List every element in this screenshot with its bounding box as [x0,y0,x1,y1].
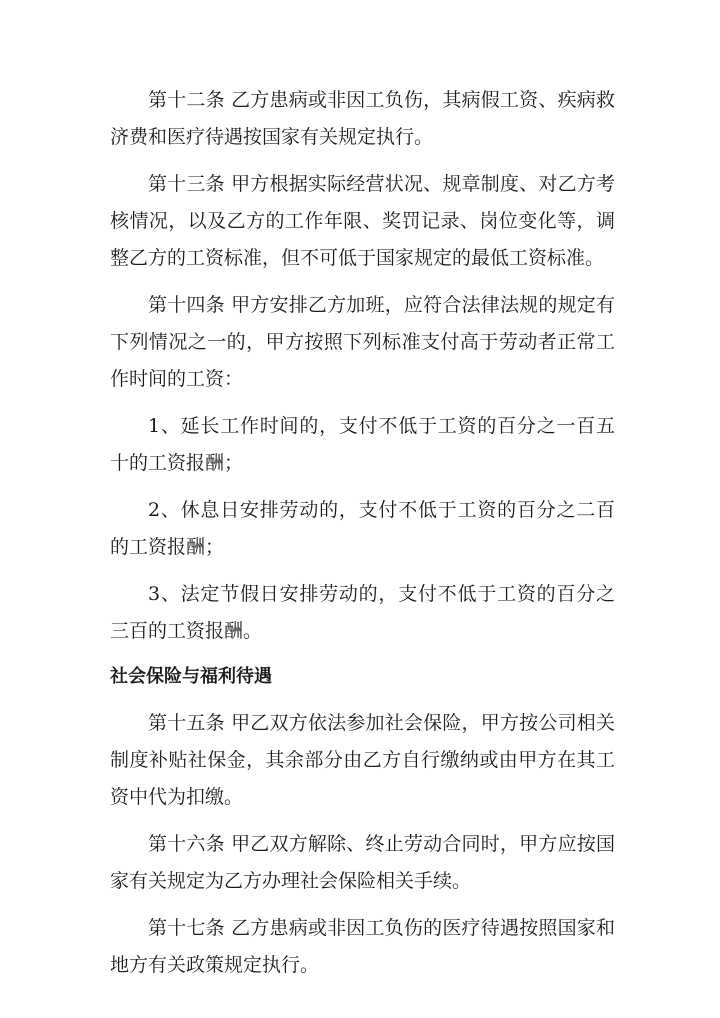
article-17-paragraph: 第十七条 乙方患病或非因工负伤的医疗待遇按照国家和地方有关政策规定执行。 [110,917,615,976]
article-15-paragraph: 第十五条 甲乙双方依法参加社会保险，甲方按公司相关制度补贴社保金，其余部分由乙方自行缴纳或由甲方在其工资中代为扣缴。 [110,712,615,808]
article-14-paragraph: 第十四条 甲方安排乙方加班，应符合法律法规的规定有下列情况之一的，甲方按照下列标准支付高于劳动者正常工作时间的工资： [110,294,615,390]
article-12-paragraph: 第十二条 乙方患病或非因工负伤，其病假工资、疾病救济费和医疗待遇按国家有关规定执行。 [110,89,615,148]
article-16-paragraph: 第十六条 甲乙双方解除、终止劳动合同时，甲方应按国家有关规定为乙方办理社会保险相关手续。 [110,833,615,892]
article-13-paragraph: 第十三条 甲方根据实际经营状况、规章制度、对乙方考核情况，以及乙方的工作年限、奖罚记录、岗位变化等，调整乙方的工资标准，但不可低于国家规定的最低工资标准。 [110,173,615,269]
overtime-item-3: 3、法定节假日安排劳动的，支付不低于工资的百分之三百的工资报酬。 [110,583,615,642]
overtime-item-2: 2、休息日安排劳动的，支付不低于工资的百分之二百的工资报酬； [110,499,615,558]
document-body [110,82,615,994]
section-heading: 社会保险与福利待遇 [110,666,272,687]
overtime-item-1: 1、延长工作时间的，支付不低于工资的百分之一百五十的工资报酬； [110,415,615,474]
